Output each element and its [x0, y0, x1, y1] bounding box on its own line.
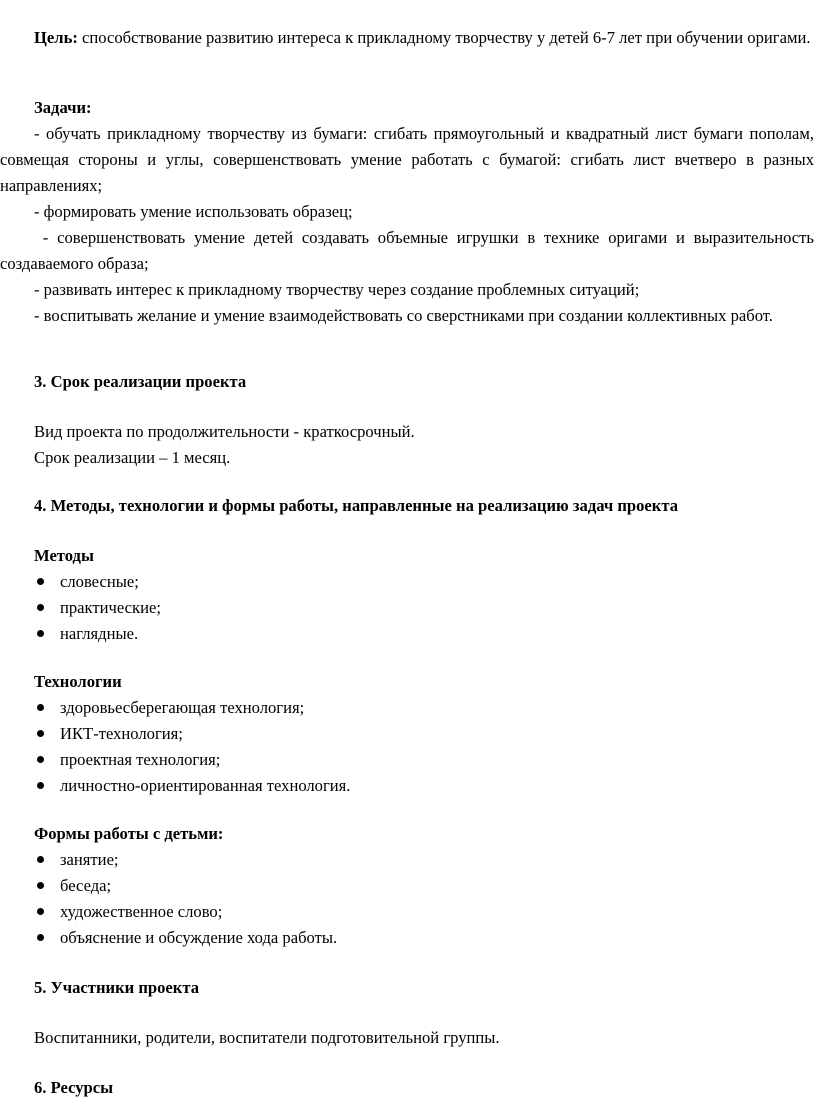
section6-title: 6. Ресурсы — [34, 1078, 114, 1097]
list-item: словесные; — [34, 569, 814, 595]
task-item: - обучать прикладному творчеству из бумаги: сгибать прямоугольный и квадратный лист бумаги пополам, совмещая стороны и углы, совершенствовать умение работать с бумагой: сгибать лист вчетверо в разных направлениях; — [0, 124, 814, 195]
tasks-title: Задачи: — [34, 98, 92, 117]
section3-line2: Срок реализации – 1 месяц. — [34, 448, 231, 467]
technologies-title: Технологии — [34, 672, 122, 691]
bullet-icon — [37, 604, 44, 611]
task-item: - формировать умение использовать образец; — [34, 202, 353, 221]
task-item: - совершенствовать умение детей создавать объемные игрушки в технике оригами и выразительность создаваемого образа; — [0, 228, 814, 273]
goal-label: Цель: — [34, 28, 78, 47]
bullet-icon — [37, 908, 44, 915]
tasks-list — [0, 121, 814, 329]
list-item: беседа; — [34, 873, 814, 899]
section4-title: 4. Методы, технологии и формы работы, направленные на реализацию задач проекта — [34, 496, 679, 515]
forms-title: Формы работы с детьми: — [34, 824, 224, 843]
bullet-icon — [37, 856, 44, 863]
list-item: наглядные. — [34, 621, 814, 647]
list-item: художественное слово; — [34, 899, 814, 925]
methods-list — [34, 569, 814, 647]
list-item: занятие; — [34, 847, 814, 873]
list-item: объяснение и обсуждение хода работы. — [34, 925, 814, 951]
section5-text: Воспитанники, родители, воспитатели подготовительной группы. — [34, 1028, 500, 1047]
list-item: практические; — [34, 595, 814, 621]
bullet-icon — [37, 704, 44, 711]
bullet-icon — [37, 578, 44, 585]
section3-line1: Вид проекта по продолжительности - краткосрочный. — [34, 422, 415, 441]
bullet-icon — [37, 882, 44, 889]
goal-paragraph — [0, 25, 814, 51]
methods-title: Методы — [34, 546, 94, 565]
section5-title: 5. Участники проекта — [34, 978, 199, 997]
bullet-icon — [37, 934, 44, 941]
task-item: - развивать интерес к прикладному творчеству через создание проблемных ситуаций; — [34, 280, 640, 299]
bullet-icon — [37, 730, 44, 737]
task-item: - воспитывать желание и умение взаимодействовать со сверстниками при создании коллективных работ. — [34, 306, 773, 325]
list-item: ИКТ-технология; — [34, 721, 814, 747]
list-item: личностно-ориентированная технология. — [34, 773, 814, 799]
goal-text: способствование развитию интереса к прикладному творчеству у детей 6-7 лет при обучении оригами. — [82, 28, 811, 47]
technologies-list — [34, 695, 814, 799]
list-item: проектная технология; — [34, 747, 814, 773]
bullet-icon — [37, 782, 44, 789]
list-item: здоровьесберегающая технология; — [34, 695, 814, 721]
section3-title: 3. Срок реализации проекта — [34, 372, 247, 391]
forms-list — [34, 847, 814, 951]
bullet-icon — [37, 630, 44, 637]
bullet-icon — [37, 756, 44, 763]
